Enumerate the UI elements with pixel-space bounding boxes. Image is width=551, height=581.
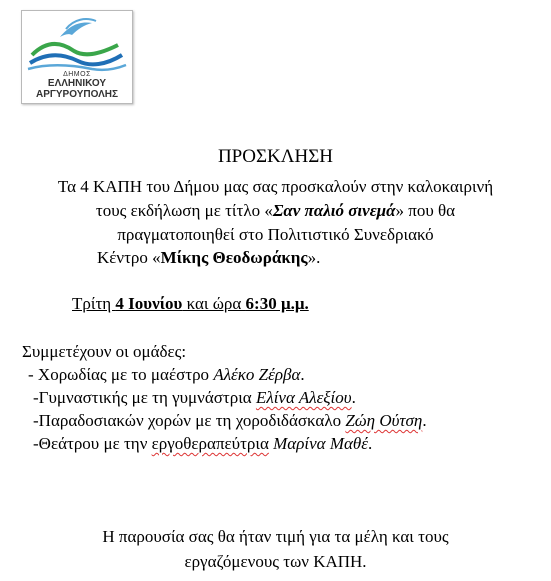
- event-date: [72, 294, 309, 314]
- group-item: [33, 411, 427, 431]
- venue-name: Μίκης Θεοδωράκης: [160, 248, 308, 267]
- closing-line-1: Η παρουσία σας θα ήταν τιμή για τα μέλη και τους: [102, 527, 449, 546]
- event-day: Τρίτη: [72, 294, 116, 313]
- group-punct: .: [351, 388, 356, 407]
- intro-line-4: [97, 248, 320, 268]
- group-punct: .: [422, 411, 427, 430]
- municipality-logo: [21, 10, 133, 104]
- group-leader: Ζώη Ούτση: [345, 411, 423, 430]
- group-leader: Μαρίνα Μαθέ: [273, 434, 368, 453]
- event-date-mid: και ώρα: [182, 294, 246, 313]
- group-punct: .: [300, 365, 305, 384]
- group-role: εργοθεραπεύτρια: [151, 434, 269, 453]
- event-date-value: 4 Ιουνίου: [115, 294, 183, 313]
- intro-text: Κέντρο «: [97, 248, 161, 267]
- group-desc: -Γυμναστικής με τη γυμνάστρια: [33, 388, 256, 407]
- intro-text: ».: [307, 248, 321, 267]
- group-item: [28, 365, 305, 385]
- event-time: 6:30 μ.μ.: [245, 294, 309, 313]
- intro-line-2: [0, 201, 551, 221]
- members-heading: Συμμετέχουν οι ομάδες:: [22, 342, 187, 361]
- closing-line-2: εργαζόμενους των ΚΑΠΗ.: [184, 552, 367, 571]
- group-leader: Αλέκο Ζέρβα: [213, 365, 301, 384]
- event-title: Σαν παλιό σινεμά: [272, 201, 396, 220]
- intro-text: » που θα: [395, 201, 456, 220]
- group-item: [33, 434, 372, 454]
- intro-line-3: πραγματοποιηθεί στο Πολιτιστικό Συνεδριακό: [117, 225, 434, 244]
- logo-text-line2: ΕΛΛΗΝΙΚΟΥ: [47, 78, 107, 89]
- logo-graphic: [22, 11, 132, 73]
- group-desc: -Θεάτρου με την: [33, 434, 152, 453]
- logo-text-line1: ΔΗΜΟΣ: [63, 71, 91, 78]
- group-desc: - Χορωδίας με το μαέστρο: [28, 365, 214, 384]
- group-desc: -Παραδοσιακών χορών με τη χοροδιδάσκαλο: [33, 411, 346, 430]
- intro-text: τους εκδήλωση με τίτλο «: [95, 201, 273, 220]
- document-title: ΠΡΟΣΚΛΗΣΗ: [217, 146, 334, 167]
- group-leader: Ελίνα Αλεξίου: [255, 388, 352, 407]
- intro-line-1: Τα 4 ΚΑΠΗ του Δήμου μας σας προσκαλούν στην καλοκαιρινή: [57, 177, 494, 196]
- group-item: [33, 388, 356, 408]
- logo-text-line3: ΑΡΓΥΡΟΥΠΟΛΗΣ: [35, 89, 119, 100]
- group-punct: .: [367, 434, 373, 453]
